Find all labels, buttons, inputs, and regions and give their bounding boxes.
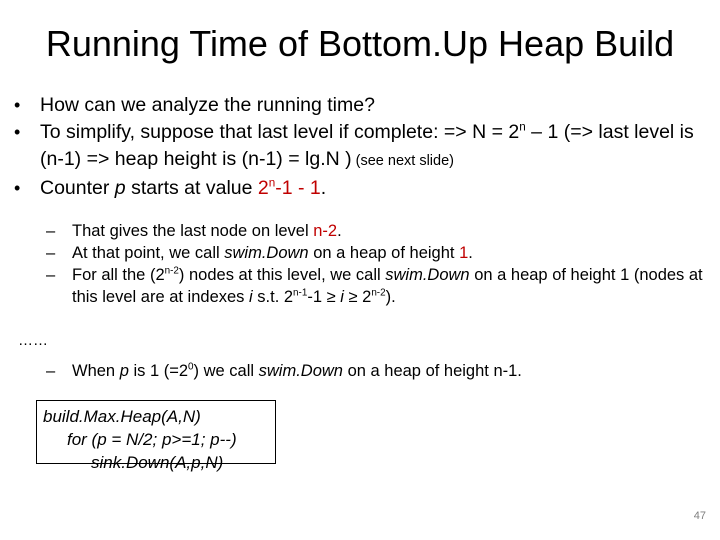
variable-p: p [114,177,126,199]
bullet-text: Counter [40,177,115,199]
bullet-icon: • [14,95,21,115]
variable-p: p [119,362,129,380]
bullet-item [14,119,714,175]
ellipsis-text: …… [18,332,48,349]
bullet-note: (see next slide) [351,153,454,169]
bullet-list [14,92,714,202]
code-line: sink.Down(A,p,N) [91,453,224,472]
function-name: swim.Down [224,244,309,262]
code-line: build.Max.Heap(A,N) [43,407,201,426]
highlight-value: n-2 [313,222,338,240]
bullet-text: To simplify, suppose that last level if complete: => N = 2 [40,121,520,143]
sub-bullet-list [46,220,706,308]
dash-icon: – [46,362,56,380]
highlight-value: 2$^n$-1 - 1 [257,176,321,199]
sub-bullet-item: – That gives the last node on level n-2. [46,222,342,240]
sub-bullet-list [46,360,706,382]
sub-bullet-item: – When p is 1 $(=2^0)$ we call swim.Down on a heap of height n-1. [46,361,522,380]
function-name: swim.Down [385,266,470,284]
sub-bullet-item: – For all the (2$^{n-2}$) nodes at this level, we call swim.Down on a heap of height 1 (nodes at this level are at indexes i s.t. $2^{n-1}-1 \ge i \ge 2^{n-2}$). [46,265,703,306]
dash-icon: – [46,266,56,284]
function-name: swim.Down [258,362,343,380]
sub-bullet-item: – At that point, we call swim.Down on a heap of height 1. [46,244,473,262]
highlight-value: 1 [459,244,469,262]
dash-icon: – [46,244,56,262]
page-number: 47 [693,510,706,522]
bullet-item [14,92,714,119]
bullet-text: – 1 (=> last level is (n-1) => heap height is (n-1) = lg.N ) [40,121,694,170]
bullet-text: . [320,177,327,199]
bullet-text: How can we analyze the running time? [40,94,375,116]
code-line: for (p = N/2; p>=1; p--) [67,430,237,449]
slide-title: Running Time of Bottom.Up Heap Build [45,23,675,64]
code-box [36,400,276,472]
bullet-icon: • [14,178,21,198]
dash-icon: – [46,222,56,240]
bullet-icon: • [14,122,21,142]
superscript: n [519,120,526,134]
bullet-text: starts at value [125,177,258,199]
bullet-item [14,175,714,202]
